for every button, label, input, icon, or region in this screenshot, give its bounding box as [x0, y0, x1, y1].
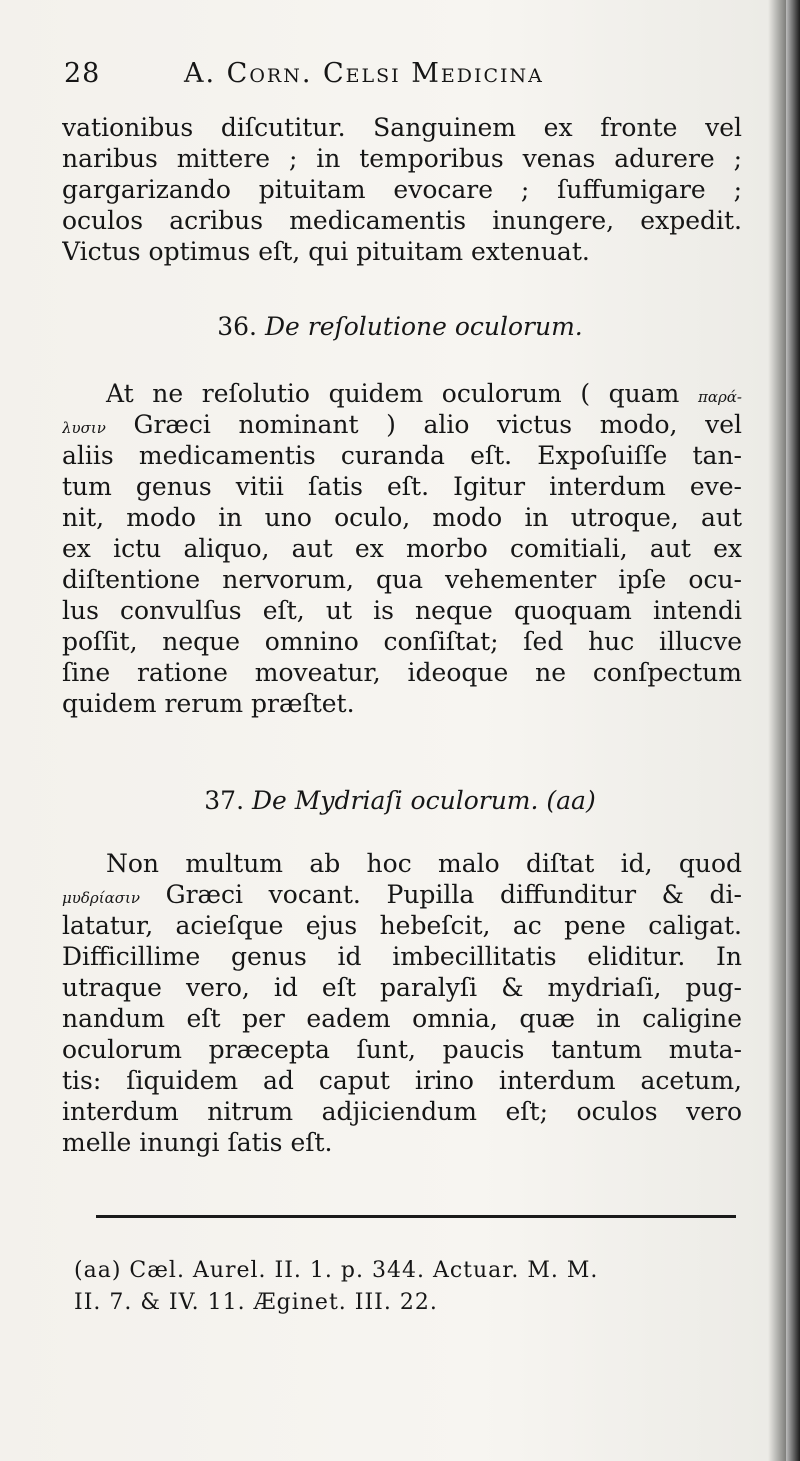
text-line: poſſit, neque omnino conſiſtat; ſed huc illucve	[62, 627, 742, 656]
greek-word: παρά-	[697, 388, 742, 406]
text-segment: At ne reſolutio quidem oculorum ( quam	[106, 379, 680, 408]
section-heading-37	[0, 786, 800, 815]
text-line: quidem rerum præſtet.	[62, 689, 355, 718]
section-title: De Mydriaſi oculorum. (aa)	[251, 786, 596, 815]
text-line: nit, modo in uno oculo, modo in utroque, aut	[62, 503, 742, 532]
text-line: vationibus diſcutitur. Sanguinem ex fronte vel	[62, 113, 742, 142]
text-segment: Græci nominant ) alio victus modo, vel	[133, 410, 742, 439]
text-line: Victus optimus eſt, qui pituitam extenuat.	[62, 237, 590, 266]
section-title: De reſolutione oculorum.	[264, 312, 583, 341]
page-edge-shadow	[786, 0, 800, 1461]
paragraph-3	[62, 848, 742, 1158]
text-line	[62, 879, 742, 910]
text-line: oculorum præcepta ſunt, paucis tantum muta-	[62, 1035, 742, 1064]
text-line: utraque vero, id eſt paralyſi & mydriaſi, pug-	[62, 973, 742, 1002]
text-line: ſine ratione moveatur, ideoque ne conſpectum	[62, 658, 742, 687]
footnote-rule	[96, 1215, 736, 1218]
text-line: latatur, acieſque ejus hebeſcit, ac pene caligat.	[62, 911, 742, 940]
text-line: Difficillime genus id imbecillitatis eliditur. In	[62, 942, 742, 971]
footnote-line: II. 7. & IV. 11. Æginet. III. 22.	[74, 1290, 438, 1315]
page-number: 28	[64, 58, 101, 89]
text-line: diſtentione nervorum, qua vehementer ipſe ocu-	[62, 565, 742, 594]
text-line: tis: ſiquidem ad caput irino interdum acetum,	[62, 1066, 742, 1095]
text-line: interdum nitrum adjiciendum eſt; oculos vero	[62, 1097, 742, 1126]
greek-word: λυσιν	[62, 419, 106, 437]
section-number: 36.	[217, 312, 258, 341]
paragraph-2	[62, 378, 742, 719]
section-number: 37.	[204, 786, 245, 815]
running-head: A. Corn. Celsi Medicina	[184, 58, 544, 89]
text-line: melle inungi ſatis eſt.	[62, 1128, 333, 1157]
page-header	[64, 58, 744, 100]
text-line: tum genus vitii ſatis eſt. Igitur interdum eve-	[62, 472, 742, 501]
text-line	[62, 378, 742, 409]
text-line: nandum eſt per eadem omnia, quæ in caligine	[62, 1004, 742, 1033]
section-heading-36	[0, 312, 800, 341]
footnote-line: (aa) Cæl. Aurel. II. 1. p. 344. Actuar. M. M.	[74, 1258, 599, 1283]
text-line: naribus mittere ; in temporibus venas adurere ;	[62, 144, 742, 173]
text-line: lus convulſus eſt, ut is neque quoquam intendi	[62, 596, 742, 625]
text-line: Non multum ab hoc malo diſtat id, quod	[106, 849, 742, 878]
text-segment: Græci vocant. Pupilla diffunditur & di-	[165, 880, 742, 909]
text-line: oculos acribus medicamentis inungere, expedit.	[62, 206, 742, 235]
text-line: ex ictu aliquo, aut ex morbo comitiali, aut ex	[62, 534, 742, 563]
text-line: gargarizando pituitam evocare ; ſuffumigare ;	[62, 175, 742, 204]
text-line: aliis medicamentis curanda eſt. Expoſuiſſe tan-	[62, 441, 742, 470]
text-line	[62, 409, 742, 440]
paragraph-1	[62, 112, 742, 267]
greek-word: μυδρίασιν	[62, 889, 140, 907]
